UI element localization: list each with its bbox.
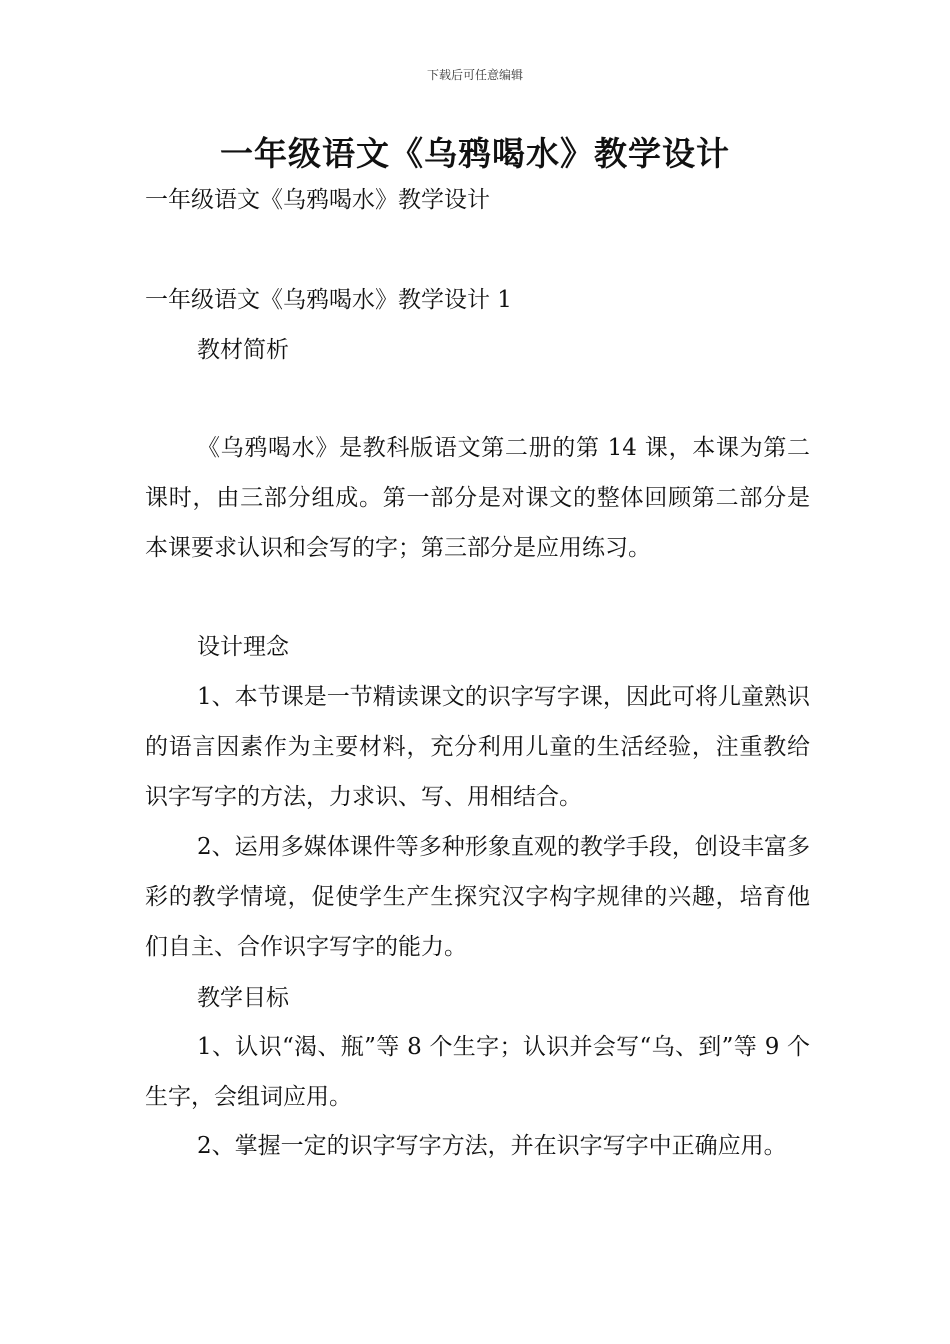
document-subtitle: 一年级语文《乌鸦喝水》教学设计: [145, 187, 490, 213]
heading-material: 教材简析: [197, 337, 289, 363]
header-note: 下载后可任意编辑: [426, 68, 523, 82]
heading-concept: 设计理念: [197, 634, 289, 660]
paragraph-goal-2: 2、掌握一定的识字写字方法，并在识字写字中正确应用。: [197, 1133, 787, 1159]
document-title: 一年级语文《乌鸦喝水》教学设计: [220, 134, 730, 173]
section-title: 一年级语文《乌鸦喝水》教学设计 1: [145, 287, 512, 313]
paragraph-material: 《乌鸦喝水》是教科版语文第二册的第 14 课，本课为第二课时，由三部分组成。第一部分是对课文的整体回顾第二部分是本课要求认识和会写的字；第三部分是应用练习。: [145, 435, 810, 561]
paragraph-concept-1: 1、本节课是一节精读课文的识字写字课，因此可将儿童熟识的语言因素作为主要材料，充分利用儿童的生活经验，注重教给识字写字的方法，力求识、写、用相结合。: [145, 684, 810, 810]
heading-goals: 教学目标: [197, 985, 289, 1011]
paragraph-concept-2: 2、运用多媒体课件等多种形象直观的教学手段，创设丰富多彩的教学情境，促使学生产生探究汉字构字规律的兴趣，培育他们自主、合作识字写字的能力。: [145, 834, 810, 960]
paragraph-goal-1: 1、认识“渴、瓶”等 8 个生字；认识并会写“乌、到”等 9 个生字，会组词应用。: [145, 1034, 810, 1110]
